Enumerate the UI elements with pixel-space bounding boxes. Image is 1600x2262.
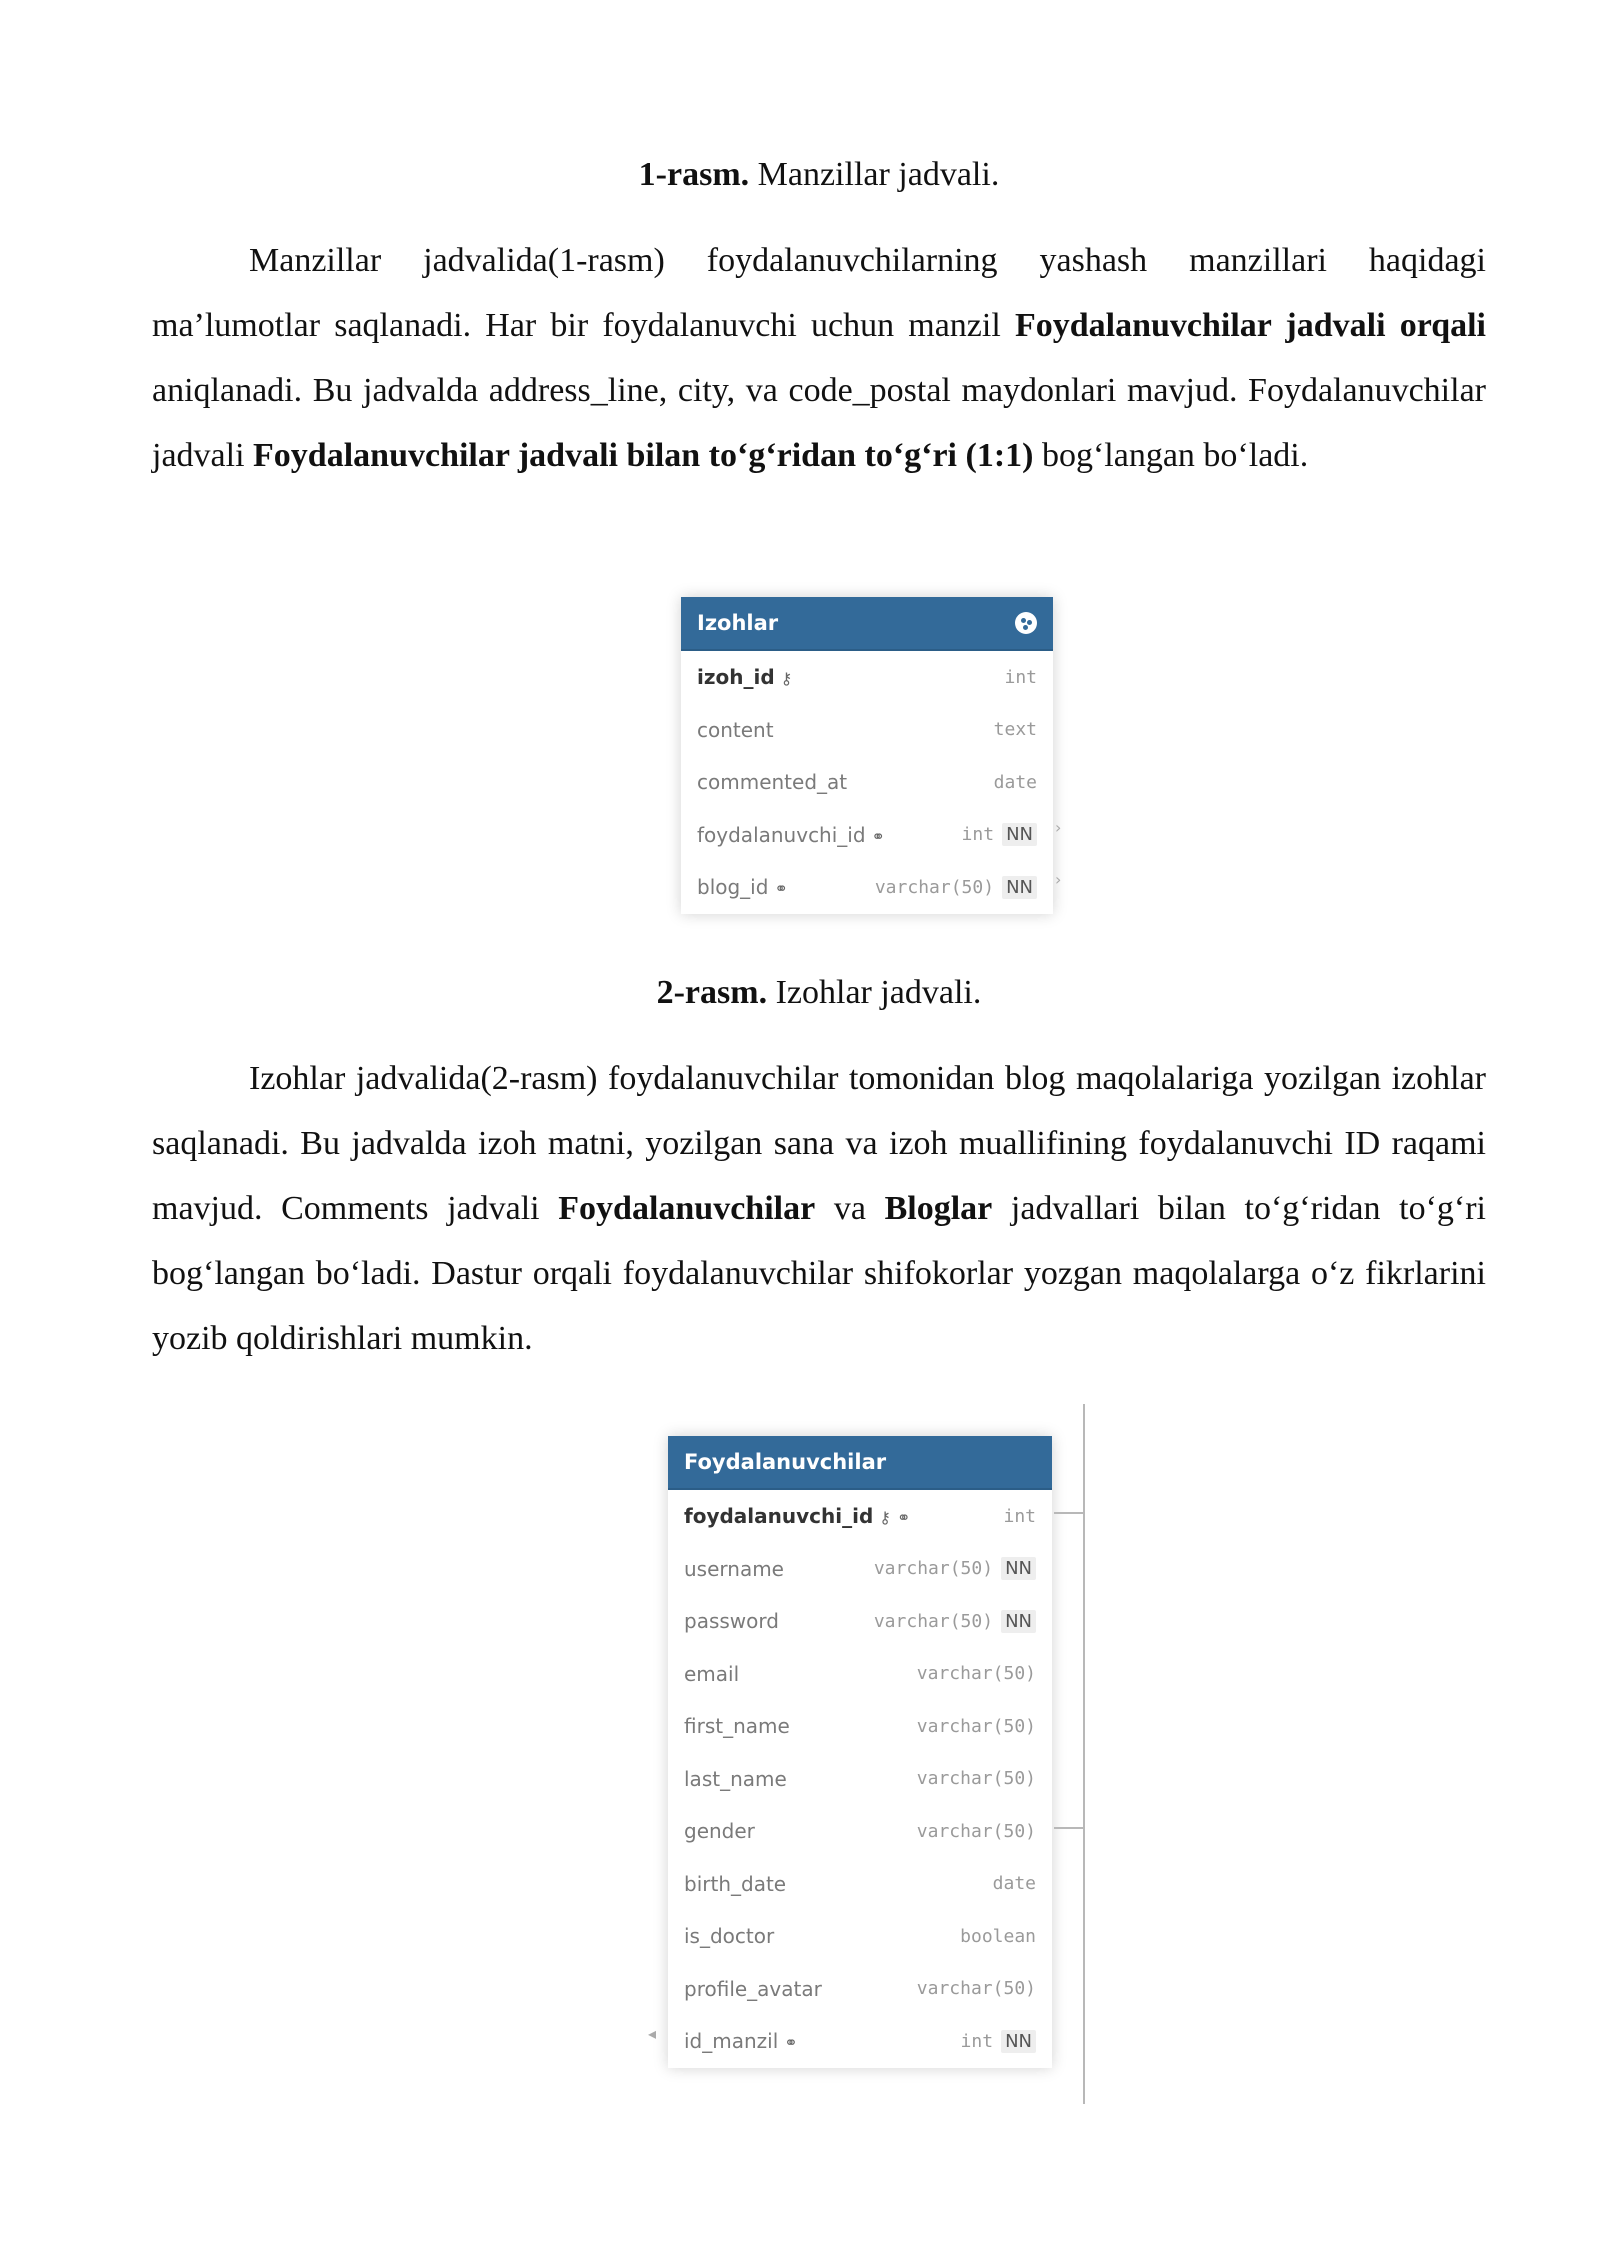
link-icon: ⚭ <box>871 826 885 846</box>
link-icon: ⚭ <box>774 879 788 899</box>
field-name: blog_id ⚭ <box>697 875 788 900</box>
erd-row <box>681 651 1053 704</box>
key-icon: ⚷ <box>780 669 793 689</box>
erd-row <box>681 861 1053 914</box>
para-text: Izohlar jadvalida(2-rasm) foydalanuvchilar tomonidan blog maqolalariga yozilgan izohlar saqlanadi. Bu jadvalda izoh matni, yozilgan sana va izoh muallifining foydalanuvchi ID raqami mavjud. Comments jadvali <box>152 1060 1486 1227</box>
field-type: varchar(50) <box>916 1715 1036 1737</box>
link-icon: ⚭ <box>784 2033 798 2053</box>
field-type: varchar(50) <box>916 1978 1036 2000</box>
erd-table-title: Izohlar <box>697 611 779 635</box>
field-type: varchar(50) <box>873 1610 994 1632</box>
erd-table-title: Foydalanuvchilar <box>684 1450 887 1474</box>
caption-text: Izohlar jadvali. <box>767 974 982 1011</box>
field-name: id_manzil ⚭ <box>684 2029 798 2054</box>
erd-row <box>668 1490 1052 1543</box>
field-name: username <box>684 1556 784 1581</box>
field-name: is_doctor <box>684 1924 775 1949</box>
figure-2-caption <box>152 971 1486 1015</box>
field-type: boolean <box>960 1925 1036 1947</box>
erd-row <box>681 756 1053 809</box>
erd-table-header <box>681 597 1053 651</box>
field-type: text <box>993 719 1037 741</box>
paragraph-manzillar <box>152 228 1486 488</box>
erd-rows <box>668 1490 1052 2068</box>
not-null-badge: NN <box>1002 823 1037 846</box>
caption-label: 2-rasm. <box>656 974 768 1011</box>
relation-arrow-icon: › <box>1055 818 1062 837</box>
not-null-badge: NN <box>1001 2030 1036 2053</box>
para-bold: Foydalanuvchilar <box>558 1190 816 1227</box>
field-type: varchar(50) <box>916 1820 1036 1842</box>
field-type: int <box>960 2030 994 2052</box>
caption-text: Manzillar jadvali. <box>749 156 1000 193</box>
field-name: commented_at <box>697 770 848 795</box>
field-name: content <box>697 717 774 742</box>
field-name: password <box>684 1609 779 1634</box>
para-bold: Foydalanuvchilar jadvali orqali <box>1014 307 1486 344</box>
para-text: bog‘langan bo‘ladi. <box>1033 437 1309 474</box>
field-name: birth_date <box>684 1871 787 1896</box>
field-type: varchar(50) <box>916 1768 1036 1790</box>
para-text: aniqlanadi. Bu jadvalda address_line, city, va code_postal maydonlari mavjud. Foydalanuvchilar jadvali <box>152 372 1486 474</box>
erd-row <box>668 1858 1052 1911</box>
link-icon: ⚭ <box>897 1508 911 1528</box>
erd-table-header <box>668 1436 1052 1490</box>
caption-label: 1-rasm. <box>638 156 750 193</box>
field-type: varchar(50) <box>916 1663 1036 1685</box>
erd-row <box>668 1648 1052 1701</box>
not-null-badge: NN <box>1001 1610 1036 1633</box>
para-bold: Foydalanuvchilar jadvali bilan to‘g‘ridan to‘g‘ri (1:1) <box>253 437 1034 474</box>
field-type: int <box>1004 666 1037 688</box>
erd-row <box>668 1753 1052 1806</box>
erd-row <box>668 1595 1052 1648</box>
field-type: date <box>993 771 1037 793</box>
field-type: date <box>992 1873 1036 1895</box>
field-name: first_name <box>684 1714 790 1739</box>
field-type: varchar(50) <box>874 876 995 898</box>
relation-line <box>1083 1404 1085 2104</box>
relation-line <box>1054 1512 1084 1514</box>
field-type: varchar(50) <box>873 1558 994 1580</box>
paragraph-izohlar <box>152 1046 1486 1371</box>
palette-icon <box>1015 612 1037 634</box>
field-name: foydalanuvchi_id ⚭ <box>697 822 885 847</box>
field-name: gender <box>684 1819 755 1844</box>
relation-arrow-icon: ◂ <box>648 2024 657 2043</box>
erd-row <box>668 1543 1052 1596</box>
field-type: int <box>961 824 995 846</box>
field-name: profile_avatar <box>684 1976 822 2001</box>
field-name: foydalanuvchi_id ⚷ ⚭ <box>684 1504 911 1529</box>
para-text: va <box>815 1190 885 1227</box>
erd-row <box>668 1910 1052 1963</box>
erd-row <box>681 809 1053 862</box>
erd-row <box>668 1963 1052 2016</box>
not-null-badge: NN <box>1001 1557 1036 1580</box>
relation-arrow-icon: › <box>1055 870 1062 889</box>
para-text: jadvallari bilan to‘g‘ridan to‘g‘ri bog‘langan bo‘ladi. Dastur orqali foydalanuvchilar shifokorlar yozgan maqolalarga o‘z fikrlarini yozib qoldirishlari mumkin. <box>152 1190 1486 1357</box>
erd-row <box>668 1805 1052 1858</box>
erd-rows <box>681 651 1053 914</box>
izohlar-erd-table <box>681 597 1053 914</box>
erd-row <box>668 1700 1052 1753</box>
relation-line <box>1054 1827 1084 1829</box>
field-type: int <box>1003 1505 1036 1527</box>
para-bold: Bloglar <box>884 1190 993 1227</box>
erd-row <box>668 2015 1052 2068</box>
foydalanuvchilar-erd-table <box>668 1436 1052 2068</box>
key-icon: ⚷ <box>879 1508 891 1528</box>
erd-row <box>681 704 1053 757</box>
field-name: last_name <box>684 1766 787 1791</box>
field-name: izoh_id ⚷ <box>697 665 793 690</box>
not-null-badge: NN <box>1002 876 1037 899</box>
figure-1-caption <box>152 153 1486 197</box>
field-name: email <box>684 1661 740 1686</box>
para-text: Manzillar jadvalida(1-rasm) foydalanuvchilarning yashash manzillari haqidagi ma’lumotlar saqlanadi. Har bir foydalanuvchi uchun manzil <box>152 242 1486 344</box>
